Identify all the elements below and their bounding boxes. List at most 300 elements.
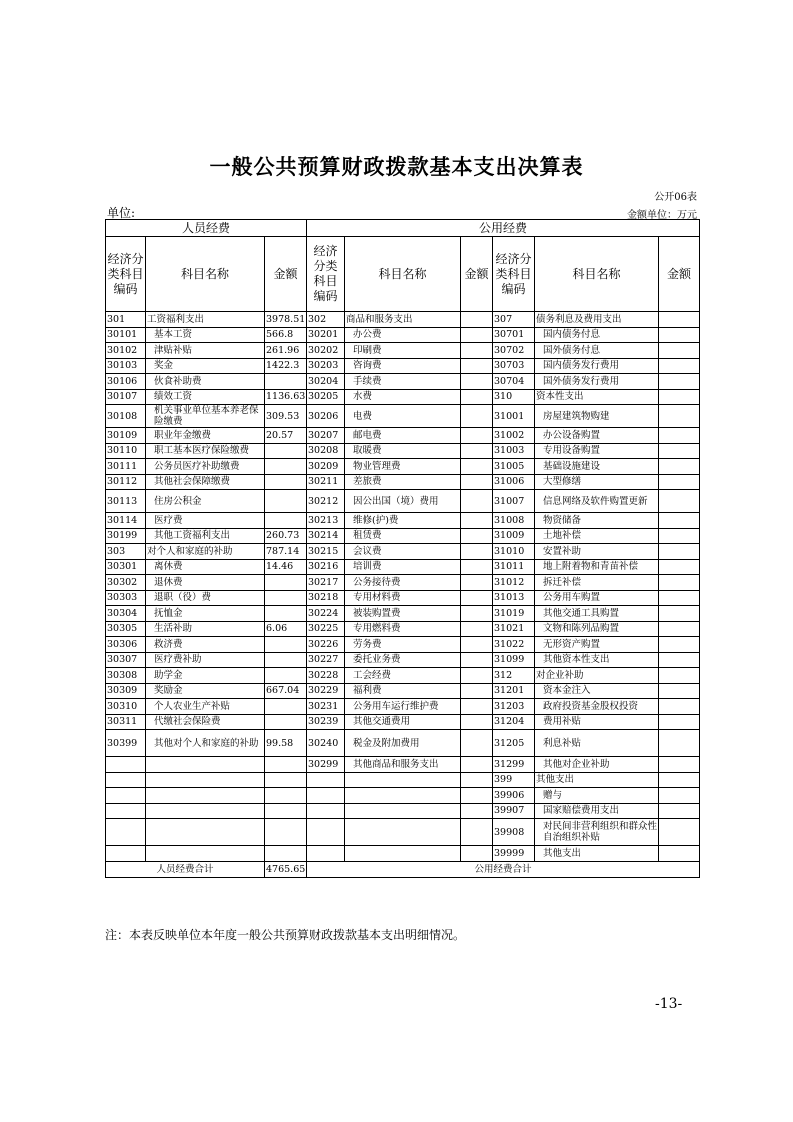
personnel-total-label: 人员经费合计 [106,861,265,877]
cell-amount [659,788,700,804]
cell-code: 30703 [493,358,535,374]
cell-code [106,846,146,862]
cell-name [345,788,461,804]
cell-code: 30204 [307,374,345,390]
cell-amount [265,819,307,846]
table-row [106,358,700,374]
cell-code: 310 [493,389,535,405]
cell-amount [659,683,700,699]
cell-name: 办公费 [345,327,461,343]
cell-amount [461,343,493,359]
cell-code: 30113 [106,490,146,513]
cell-name: 奖励金 [146,683,265,699]
cell-name: 机关事业单位基本养老保险缴费 [146,405,265,428]
cell-amount [461,405,493,428]
cell-amount: 667.04 [265,683,307,699]
cell-code: 30227 [307,652,345,668]
cell-code: 30310 [106,699,146,715]
cell-code: 31002 [493,428,535,444]
cell-amount [265,757,307,773]
cell-code: 312 [493,668,535,684]
cell-code: 31006 [493,474,535,490]
cell-amount [461,358,493,374]
cell-name: 退职（役）费 [146,590,265,606]
cell-name: 离休费 [146,559,265,575]
cell-code: 30226 [307,637,345,653]
cell-name: 对个人和家庭的补助 [146,544,265,560]
table-row [106,803,700,819]
cell-code: 31021 [493,621,535,637]
cell-amount [265,513,307,529]
cell-amount [659,343,700,359]
cell-amount: 309.53 [265,405,307,428]
cell-name: 会议费 [345,544,461,560]
cell-code: 30112 [106,474,146,490]
cell-amount [461,443,493,459]
cell-amount [659,637,700,653]
cell-name: 绩效工资 [146,389,265,405]
cell-amount: 1422.3 [265,358,307,374]
cell-code: 30307 [106,652,146,668]
cell-amount [461,846,493,862]
cell-name [345,819,461,846]
cell-code: 31203 [493,699,535,715]
cell-code: 30201 [307,327,345,343]
cell-amount [265,590,307,606]
table-row [106,788,700,804]
cell-code: 39906 [493,788,535,804]
table-row [106,443,700,459]
cell-name: 办公设备购置 [535,428,659,444]
cell-code: 30304 [106,606,146,622]
cell-code: 30110 [106,443,146,459]
header-amount: 金额 [659,237,700,312]
cell-amount: 260.73 [265,528,307,544]
cell-name: 专用设备购置 [535,443,659,459]
cell-code: 30109 [106,428,146,444]
cell-code: 307 [493,312,535,328]
group-public: 公用经费 [307,220,700,237]
cell-code: 39907 [493,803,535,819]
table-code: 公开06表 [654,192,697,203]
cell-amount [461,652,493,668]
cell-name: 福利费 [345,683,461,699]
cell-code: 31201 [493,683,535,699]
table-row [106,652,700,668]
cell-name: 其他工资福利支出 [146,528,265,544]
table-row [106,846,700,862]
cell-name: 代缴社会保险费 [146,714,265,730]
cell-amount [265,637,307,653]
cell-name: 印刷费 [345,343,461,359]
cell-code: 30306 [106,637,146,653]
header-name: 科目名称 [345,237,461,312]
cell-amount [659,803,700,819]
cell-amount [659,652,700,668]
cell-name: 其他对个人和家庭的补助 [146,730,265,757]
cell-name [146,819,265,846]
cell-amount [659,559,700,575]
cell-name: 生活补助 [146,621,265,637]
cell-amount [265,668,307,684]
cell-amount [265,606,307,622]
cell-amount [461,474,493,490]
cell-name: 利息补贴 [535,730,659,757]
cell-name: 国外债务发行费用 [535,374,659,390]
cell-code: 30213 [307,513,345,529]
cell-code: 30203 [307,358,345,374]
cell-name: 对企业补助 [535,668,659,684]
cell-code [307,803,345,819]
cell-code: 30107 [106,389,146,405]
cell-amount [265,459,307,475]
cell-amount [461,606,493,622]
cell-amount [461,621,493,637]
cell-amount [461,389,493,405]
cell-amount [461,544,493,560]
table-row [106,559,700,575]
cell-name: 资本性支出 [535,389,659,405]
cell-name: 安置补助 [535,544,659,560]
cell-code: 30229 [307,683,345,699]
table-row [106,528,700,544]
cell-code: 30199 [106,528,146,544]
cell-code [307,772,345,788]
cell-code: 303 [106,544,146,560]
cell-name: 对民间非营利组织和群众性自治组织补贴 [535,819,659,846]
cell-amount [265,788,307,804]
cell-name: 文物和陈列品购置 [535,621,659,637]
table-row [106,312,700,328]
header-name: 科目名称 [146,237,265,312]
table-row [106,819,700,846]
cell-code: 30702 [493,343,535,359]
cell-code: 30211 [307,474,345,490]
cell-code [307,846,345,862]
cell-name: 商品和服务支出 [345,312,461,328]
cell-amount [265,652,307,668]
cell-amount [461,788,493,804]
cell-name: 因公出国（境）费用 [345,490,461,513]
cell-amount [461,637,493,653]
cell-code: 30212 [307,490,345,513]
cell-name: 手续费 [345,374,461,390]
cell-amount: 787.14 [265,544,307,560]
cell-name: 物资储备 [535,513,659,529]
cell-amount [659,544,700,560]
table-row [106,575,700,591]
cell-code: 30239 [307,714,345,730]
cell-amount [461,757,493,773]
cell-name: 地上附着物和青苗补偿 [535,559,659,575]
cell-amount [461,559,493,575]
table-row [106,389,700,405]
table-row [106,757,700,773]
cell-code: 31007 [493,490,535,513]
cell-amount: 566.8 [265,327,307,343]
cell-amount [659,621,700,637]
cell-amount [659,714,700,730]
cell-code: 30299 [307,757,345,773]
cell-code: 30231 [307,699,345,715]
cell-name: 专用燃料费 [345,621,461,637]
table-row [106,730,700,757]
cell-code: 30106 [106,374,146,390]
cell-code: 30216 [307,559,345,575]
cell-amount: 6.06 [265,621,307,637]
cell-name: 其他社会保障缴费 [146,474,265,490]
cell-name: 基础设施建设 [535,459,659,475]
cell-amount: 14.46 [265,559,307,575]
cell-code: 31008 [493,513,535,529]
cell-name: 水费 [345,389,461,405]
cell-code: 30218 [307,590,345,606]
cell-amount: 261.96 [265,343,307,359]
cell-name [345,846,461,862]
cell-name: 住房公积金 [146,490,265,513]
cell-code: 39999 [493,846,535,862]
cell-code: 30209 [307,459,345,475]
cell-code: 30704 [493,374,535,390]
cell-name: 职业年金缴费 [146,428,265,444]
cell-code: 31005 [493,459,535,475]
header-code: 经济分类科目编码 [307,237,345,312]
cell-code: 30101 [106,327,146,343]
cell-code: 30205 [307,389,345,405]
cell-amount [659,575,700,591]
cell-code: 31022 [493,637,535,653]
cell-name [345,772,461,788]
cell-amount [461,528,493,544]
unit-label: 单位: [107,206,136,220]
header-amount: 金额 [461,237,493,312]
cell-amount [659,405,700,428]
cell-amount [265,474,307,490]
cell-code: 301 [106,312,146,328]
cell-amount [265,714,307,730]
cell-name: 伙食补助费 [146,374,265,390]
cell-name: 公务接待费 [345,575,461,591]
table-row [106,544,700,560]
cell-name: 其他商品和服务支出 [345,757,461,773]
cell-code: 30215 [307,544,345,560]
cell-code: 31011 [493,559,535,575]
table-row [106,405,700,428]
cell-code: 30399 [106,730,146,757]
cell-code [106,803,146,819]
page-title: 一般公共预算财政拨款基本支出决算表 [209,155,584,179]
cell-code: 30102 [106,343,146,359]
cell-amount [461,374,493,390]
table-row [106,772,700,788]
cell-amount [659,327,700,343]
cell-name: 其他支出 [535,772,659,788]
cell-name: 债务利息及费用支出 [535,312,659,328]
cell-name [345,803,461,819]
cell-name: 个人农业生产补贴 [146,699,265,715]
table-row [106,668,700,684]
expenditure-table [105,219,700,878]
cell-amount [659,490,700,513]
table-row [106,683,700,699]
cell-code: 31003 [493,443,535,459]
cell-code: 31012 [493,575,535,591]
cell-name: 退休费 [146,575,265,591]
cell-name: 工会经费 [345,668,461,684]
table-row [106,490,700,513]
cell-amount [461,327,493,343]
cell-code: 30311 [106,714,146,730]
cell-name: 被装购置费 [345,606,461,622]
cell-name: 取暖费 [345,443,461,459]
cell-amount [461,730,493,757]
cell-amount [659,668,700,684]
cell-name: 邮电费 [345,428,461,444]
cell-code: 30228 [307,668,345,684]
cell-amount [265,443,307,459]
cell-name: 津贴补贴 [146,343,265,359]
cell-name: 公务用车购置 [535,590,659,606]
cell-code: 31010 [493,544,535,560]
cell-name: 基本工资 [146,327,265,343]
header-name: 科目名称 [535,237,659,312]
cell-code: 30308 [106,668,146,684]
header-amount: 金额 [265,237,307,312]
money-unit: 金额单位：万元 [627,210,697,221]
cell-amount [461,459,493,475]
table-row [106,699,700,715]
cell-code: 39908 [493,819,535,846]
cell-amount [265,575,307,591]
cell-name: 国家赔偿费用支出 [535,803,659,819]
table-row [106,513,700,529]
cell-code: 30103 [106,358,146,374]
cell-amount [461,513,493,529]
cell-amount [265,772,307,788]
cell-code: 30202 [307,343,345,359]
cell-amount [659,513,700,529]
cell-name: 职工基本医疗保险缴费 [146,443,265,459]
cell-code: 302 [307,312,345,328]
cell-name: 赠与 [535,788,659,804]
cell-name: 其他交通工具购置 [535,606,659,622]
cell-amount [461,819,493,846]
table-row [106,343,700,359]
cell-amount: 99.58 [265,730,307,757]
cell-code: 31099 [493,652,535,668]
cell-code: 30206 [307,405,345,428]
cell-amount [659,474,700,490]
cell-amount [659,428,700,444]
cell-name: 专用材料费 [345,590,461,606]
cell-amount [659,312,700,328]
cell-name: 差旅费 [345,474,461,490]
header-code: 经济分类科目编码 [106,237,146,312]
cell-code: 30214 [307,528,345,544]
cell-amount [659,757,700,773]
cell-name [146,803,265,819]
cell-code: 30302 [106,575,146,591]
table-row [106,714,700,730]
cell-code: 30701 [493,327,535,343]
cell-name: 拆迁补偿 [535,575,659,591]
cell-name: 其他对企业补助 [535,757,659,773]
cell-amount [659,358,700,374]
cell-name: 公务员医疗补助缴费 [146,459,265,475]
cell-amount: 3978.51 [265,312,307,328]
cell-code [307,788,345,804]
cell-amount [265,374,307,390]
cell-amount [659,846,700,862]
cell-name: 咨询费 [345,358,461,374]
cell-name [146,788,265,804]
table-row [106,474,700,490]
cell-amount [461,803,493,819]
cell-code: 30301 [106,559,146,575]
cell-name: 其他交通费用 [345,714,461,730]
cell-name: 其他支出 [535,846,659,862]
cell-name: 国内债务发行费用 [535,358,659,374]
cell-amount: 1136.63 [265,389,307,405]
cell-name: 其他资本性支出 [535,652,659,668]
cell-amount [265,490,307,513]
cell-code: 31009 [493,528,535,544]
cell-amount [659,443,700,459]
cell-amount [659,459,700,475]
table-row [106,606,700,622]
personnel-total-value: 4765.65 [265,861,307,877]
cell-name [146,846,265,862]
cell-name: 费用补贴 [535,714,659,730]
cell-code [307,819,345,846]
cell-amount [659,590,700,606]
cell-code [106,819,146,846]
cell-amount [461,714,493,730]
cell-code: 30111 [106,459,146,475]
cell-amount [659,699,700,715]
cell-amount [659,730,700,757]
cell-code: 30240 [307,730,345,757]
cell-amount [461,683,493,699]
cell-name: 国外债务付息 [535,343,659,359]
cell-code: 30225 [307,621,345,637]
cell-name: 电费 [345,405,461,428]
cell-name: 租赁费 [345,528,461,544]
cell-name: 医疗费 [146,513,265,529]
cell-amount [461,490,493,513]
cell-amount [265,803,307,819]
cell-amount [265,699,307,715]
cell-name: 大型修缮 [535,474,659,490]
cell-code: 30208 [307,443,345,459]
cell-amount [461,699,493,715]
cell-code: 399 [493,772,535,788]
cell-code: 30217 [307,575,345,591]
cell-amount [659,606,700,622]
cell-code: 31204 [493,714,535,730]
table-row [106,590,700,606]
cell-code [106,757,146,773]
cell-name: 助学金 [146,668,265,684]
cell-amount [659,819,700,846]
cell-amount [265,846,307,862]
cell-name: 无形资产购置 [535,637,659,653]
cell-name: 资本金注入 [535,683,659,699]
footnote: 注：本表反映单位本年度一般公共预算财政拨款基本支出明细情况。 [105,928,466,942]
table-row [106,459,700,475]
cell-name: 劳务费 [345,637,461,653]
cell-amount [659,374,700,390]
